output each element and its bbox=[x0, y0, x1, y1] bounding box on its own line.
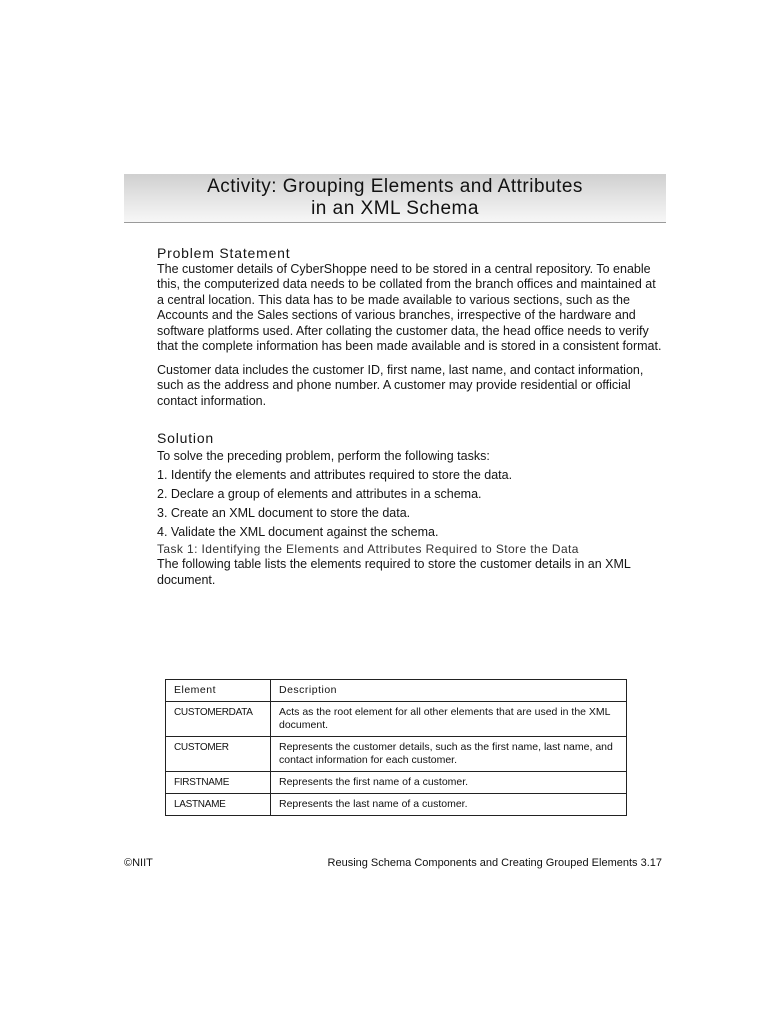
element-cell: CUSTOMER bbox=[166, 737, 271, 772]
solution-intro: To solve the preceding problem, perform the following tasks: bbox=[157, 448, 490, 463]
table-row bbox=[166, 772, 627, 794]
document-body bbox=[157, 246, 662, 588]
title-band bbox=[124, 174, 666, 223]
problem-paragraph-1: The customer details of CyberShoppe need to be stored in a central repository. To enable this, the computerized data needs to be collated from the branch offices and maintained at a central location. This data has to be made available to various sections, such as the Accounts and the Sales sections of various branches, irrespective of the hardware and software platforms used. After collating the customer data, the head office needs to verify that the complete information has been made available and is stored in a consistent format. bbox=[157, 261, 662, 353]
element-cell: FIRSTNAME bbox=[166, 772, 271, 794]
task-item: 3. Create an XML document to store the data. bbox=[157, 505, 411, 520]
problem-heading: Problem Statement bbox=[157, 245, 291, 261]
table-row bbox=[166, 794, 627, 816]
title-line-1: Activity: Grouping Elements and Attributes bbox=[207, 176, 583, 197]
solution-heading: Solution bbox=[157, 430, 214, 446]
title-line-2: in an XML Schema bbox=[311, 198, 479, 219]
page-title bbox=[124, 176, 666, 220]
task-list bbox=[157, 466, 662, 542]
element-cell: CUSTOMERDATA bbox=[166, 702, 271, 737]
task-item: 1. Identify the elements and attributes required to store the data. bbox=[157, 467, 513, 482]
description-cell: Represents the customer details, such as the first name, last name, and contact information for each customer. bbox=[271, 737, 627, 772]
task-item: 4. Validate the XML document against the schema. bbox=[157, 524, 439, 539]
description-cell: Acts as the root element for all other elements that are used in the XML document. bbox=[271, 702, 627, 737]
description-cell: Represents the first name of a customer. bbox=[271, 772, 627, 794]
problem-paragraph-2: Customer data includes the customer ID, first name, last name, and contact information, such as the address and phone number. A customer may provide residential or official contact information. bbox=[157, 362, 644, 408]
table-header-row bbox=[166, 680, 627, 702]
task1-intro: The following table lists the elements required to store the customer details in an XML document. bbox=[157, 557, 631, 587]
chapter-page-label: Reusing Schema Components and Creating Grouped Elements 3.17 bbox=[327, 857, 662, 869]
task1-heading: Task 1: Identifying the Elements and Attributes Required to Store the Data bbox=[157, 541, 579, 556]
elements-table bbox=[165, 679, 627, 816]
element-cell: LASTNAME bbox=[166, 794, 271, 816]
column-header-description: Description bbox=[271, 680, 627, 702]
copyright-text: ©NIIT bbox=[124, 857, 153, 869]
column-header-element: Element bbox=[166, 680, 271, 702]
task-item: 2. Declare a group of elements and attributes in a schema. bbox=[157, 486, 482, 501]
table-row bbox=[166, 702, 627, 737]
table-row bbox=[166, 737, 627, 772]
description-cell: Represents the last name of a customer. bbox=[271, 794, 627, 816]
